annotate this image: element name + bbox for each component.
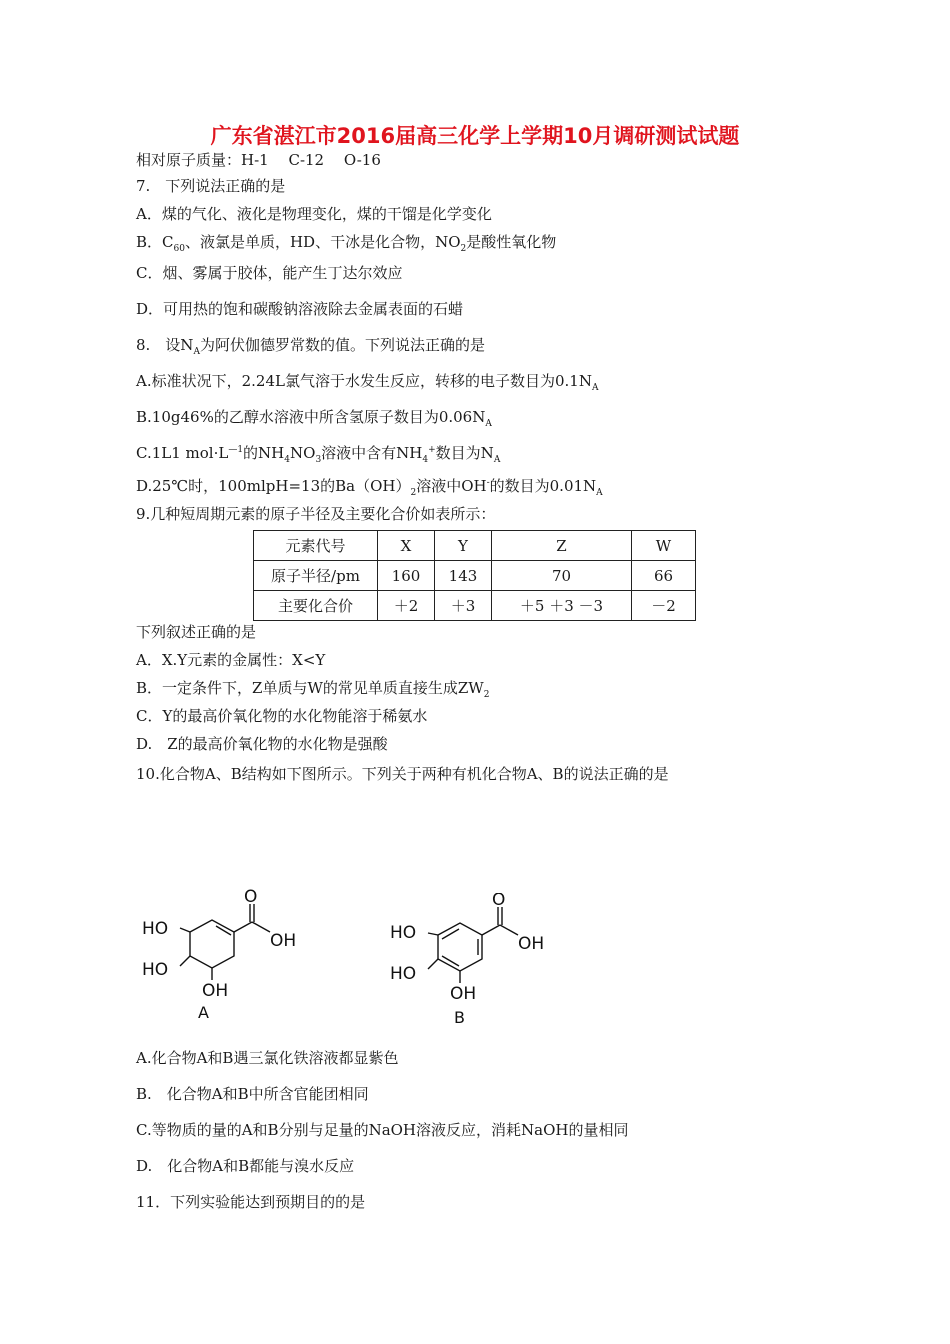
- q9-option-c: C．Y的最高价氧化物的水化物能溶于稀氨水: [136, 707, 428, 725]
- mol-b-oh-label: OH: [450, 984, 477, 1004]
- q11-stem: 11．下列实验能达到预期目的的是: [136, 1193, 366, 1211]
- mol-b-ho1-label: HO: [390, 923, 417, 943]
- table-cell: 70: [492, 561, 632, 591]
- atomic-mass-line: 相对原子质量：H-1 C-12 O-16: [136, 151, 381, 169]
- mol-b-o-label: O: [492, 893, 506, 910]
- table-cell: ＋2: [378, 591, 435, 621]
- q9-stem: 9.几种短周期元素的原子半径及主要化合价如表所示：: [136, 505, 496, 523]
- q7-option-d: D．可用热的饱和碳酸钠溶液除去金属表面的石蜡: [136, 300, 464, 318]
- q8-option-b: B.10g46%的乙醇水溶液中所含氢原子数目为$0.06N_A$: [136, 408, 492, 429]
- q7-option-c: C．烟、雾属于胶体，能产生丁达尔效应: [136, 264, 403, 282]
- table-cell: －2: [632, 591, 696, 621]
- table-cell: 160: [378, 561, 435, 591]
- table-cell: ＋3: [435, 591, 492, 621]
- mol-b-label: B: [454, 1008, 465, 1027]
- table-cell: X: [378, 531, 435, 561]
- mol-a-ho2-label: HO: [142, 960, 169, 980]
- q10-option-c: C.等物质的量的A和B分别与足量的NaOH溶液反应，消耗NaOH的量相同: [136, 1121, 629, 1139]
- table-row: [254, 591, 696, 621]
- table-cell: ＋5 ＋3 －3: [492, 591, 632, 621]
- table-cell: Y: [435, 531, 492, 561]
- mol-a-ho1-label: HO: [142, 919, 169, 939]
- q10-option-b: B. 化合物A和B中所含官能团相同: [136, 1085, 369, 1103]
- mol-a-label: A: [198, 1003, 209, 1022]
- q8-option-d: D.25℃时，100mlpH=13的$Ba(OH)_2$溶液中OH-的数目为$0.01N_A$: [136, 477, 603, 498]
- q9-option-b: B．一定条件下，Z单质与W的常见单质直接生成$ZW_2$: [136, 679, 490, 700]
- table-cell: Z: [492, 531, 632, 561]
- table-cell: 主要化合价: [254, 591, 378, 621]
- q9-option-a: A．X.Y元素的金属性：X<Y: [136, 651, 326, 669]
- q9-after-table: 下列叙述正确的是: [136, 623, 257, 641]
- table-cell: 原子半径/pm: [254, 561, 378, 591]
- table-row: [254, 531, 696, 561]
- table-cell: 143: [435, 561, 492, 591]
- table-cell: W: [632, 531, 696, 561]
- q8-option-c: C.1L1 $mol\cdot L^{—1}$的$NH_4NO_3$溶液中含有$NH_4^+$数目为$N_A$: [136, 444, 501, 465]
- q9-option-d: D. Z的最高价氧化物的水化物是强酸: [136, 735, 388, 753]
- mol-a-o-label: O: [244, 888, 258, 907]
- mol-a-acid-oh-label: OH: [270, 931, 297, 951]
- mol-b-ho2-label: HO: [390, 964, 417, 984]
- q8-option-a: A.标准状况下，2.24L氯气溶于水发生反应，转移的电子数目为$0.1N_A$: [136, 372, 599, 393]
- mol-b-acid-oh-label: OH: [518, 934, 545, 954]
- table-row: [254, 561, 696, 591]
- q10-option-a: A.化合物A和B遇三氯化铁溶液都显紫色: [136, 1049, 399, 1067]
- q7-stem: 7. 下列说法正确的是: [136, 177, 286, 195]
- q8-stem: 8. 设$N_A$为阿伏伽德罗常数的值。下列说法正确的是: [136, 336, 485, 357]
- q10-option-d: D. 化合物A和B都能与溴水反应: [136, 1157, 355, 1175]
- table-cell: 66: [632, 561, 696, 591]
- table-cell: 元素代号: [254, 531, 378, 561]
- q7-option-b: B．$C_{60}$、液氯是单质，HD、干冰是化合物，$NO_2$是酸性氧化物: [136, 233, 557, 254]
- molecule-b-diagram: [388, 893, 568, 1033]
- page-title: 广东省湛江市2016届高三化学上学期10月调研测试试题: [210, 124, 740, 148]
- molecule-a-diagram: [140, 888, 320, 1028]
- element-table: [253, 530, 696, 621]
- q10-stem: 10.化合物A、B结构如下图所示。下列关于两种有机化合物A、B的说法正确的是: [136, 765, 669, 783]
- q7-option-a: A．煤的气化、液化是物理变化，煤的干馏是化学变化: [136, 205, 492, 223]
- mol-a-oh-label: OH: [202, 981, 229, 1001]
